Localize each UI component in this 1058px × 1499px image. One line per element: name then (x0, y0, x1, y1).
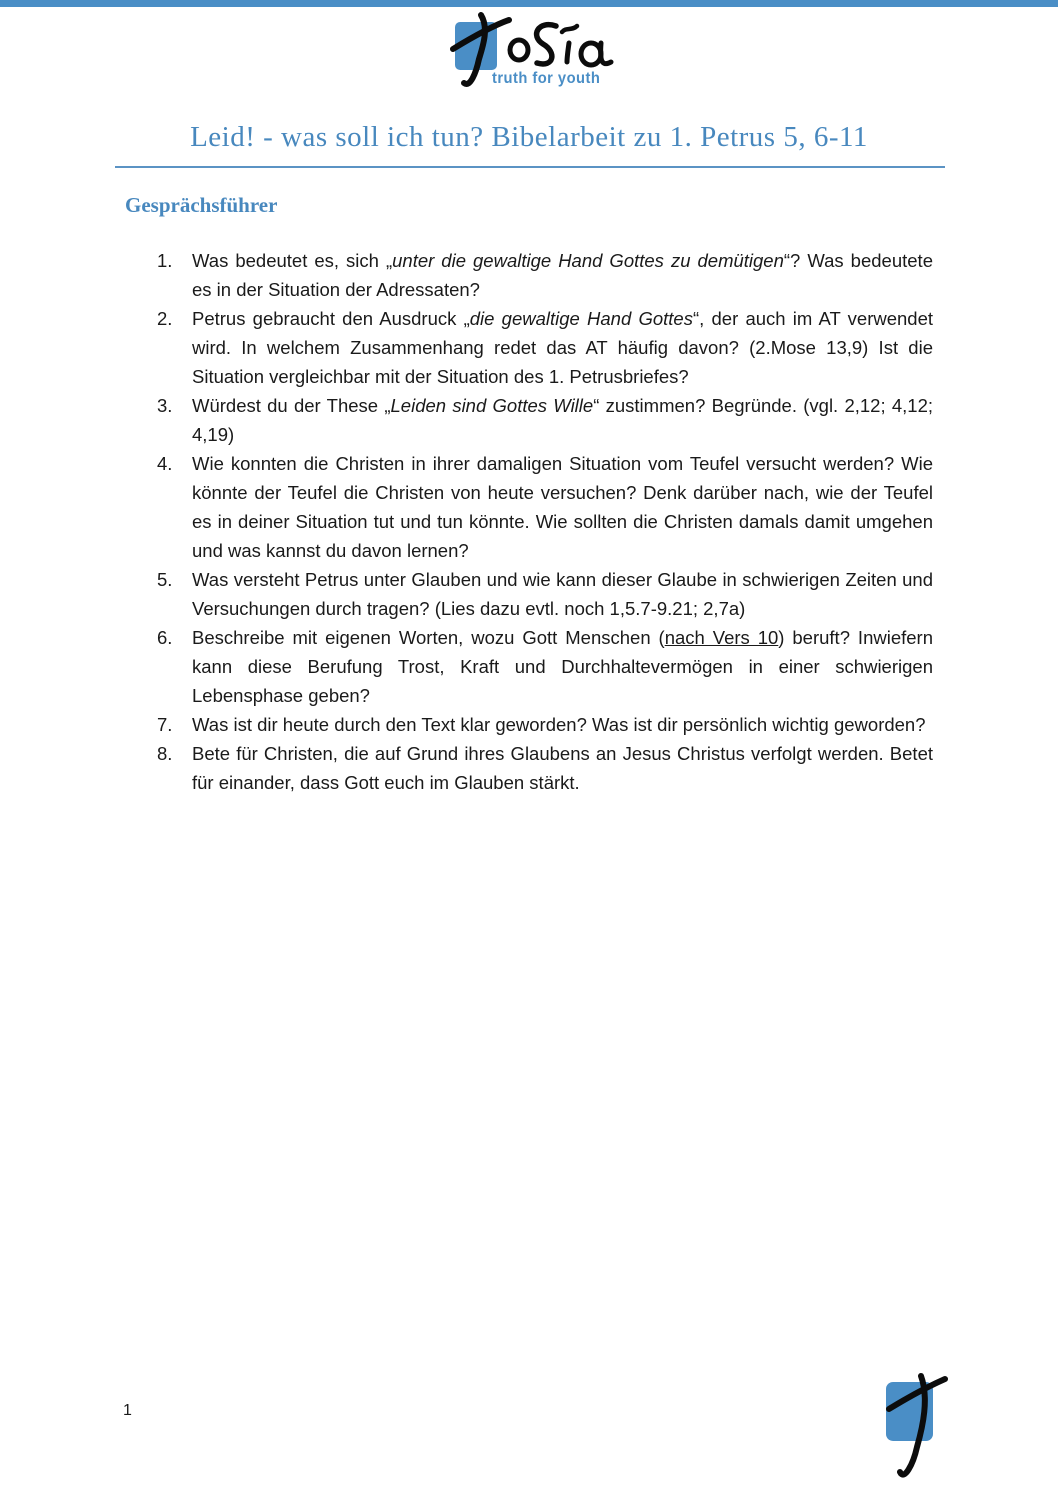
question-item (157, 739, 933, 797)
question-text-segment: unter die gewaltige Hand Gottes zu demütigen (392, 250, 784, 271)
question-number: 3. (157, 395, 173, 416)
question-item (157, 391, 933, 449)
question-item (157, 710, 933, 739)
question-text-segment: die gewaltige Hand Gottes (469, 308, 693, 329)
question-item (157, 449, 933, 565)
question-text-segment: ) beruft? Inwiefern kann diese Berufung Trost, Kraft und Durchhaltevermögen in einer schwierigen Lebensphase geben? (192, 627, 933, 706)
question-text-segment: Bete für Christen, die auf Grund ihres Glaubens an Jesus Christus verfolgt werden. Betet für einander, dass Gott euch im Glauben stärkt. (192, 743, 933, 793)
question-text-segment: Würdest du der These „ (192, 395, 391, 416)
question-text-segment: nach Vers 10 (664, 627, 779, 648)
question-item (157, 304, 933, 391)
question-number: 6. (157, 627, 173, 648)
logo-tagline: truth for youth (492, 70, 601, 87)
question-number: 5. (157, 569, 173, 590)
josia-logo-icon (448, 12, 623, 104)
question-text-segment: Was versteht Petrus unter Glauben und wie kann dieser Glaube in schwierigen Zeiten und Versuchungen durch tragen? (Lies dazu evtl. noch 1,5.7-9.21; 2,7a) (192, 569, 933, 619)
questions-list (157, 246, 933, 797)
josia-j-icon (880, 1368, 952, 1494)
question-text-segment: Petrus gebraucht den Ausdruck „ (192, 308, 470, 329)
title-underline (115, 166, 945, 168)
question-number: 2. (157, 308, 173, 329)
question-item (157, 623, 933, 710)
question-text-segment: Was bedeutet es, sich „ (192, 250, 393, 271)
question-number: 8. (157, 743, 173, 764)
question-text-segment: Was ist dir heute durch den Text klar geworden? Was ist dir persönlich wichtig geworden? (192, 714, 926, 735)
josia-logo (448, 12, 623, 104)
question-text-segment: Wie konnten die Christen in ihrer damaligen Situation vom Teufel versucht werden? Wie könnte der Teufel die Christen von heute versuchen? Denk darüber nach, wie der Teufel es in deiner Situation tut und tun könnte. Wie sollten die Christen damals damit umgehen und was kannst du davon lernen? (192, 453, 933, 561)
section-heading: Gesprächsführer (125, 193, 278, 217)
question-text-segment: “ zustimmen? Begründe. (vgl. 2,12; 4,12; 4,19) (192, 395, 934, 445)
page-title: Leid! - was soll ich tun? Bibelarbeit zu 1. Petrus 5, 6-11 (190, 121, 868, 153)
question-number: 4. (157, 453, 173, 474)
question-number: 1. (157, 250, 173, 271)
top-accent-bar (0, 0, 1058, 7)
question-text-segment: “? Was bedeutete es in der Situation der Adressaten? (192, 250, 933, 300)
question-number: 7. (157, 714, 173, 735)
question-text-segment: “, der auch im AT verwendet wird. In welchem Zusammenhang redet das AT häufig davon? (2.Mose 13,9) Ist die Situation vergleichbar mit der Situation des 1. Petrusbriefes? (192, 308, 934, 387)
question-text-segment: Leiden sind Gottes Wille (390, 395, 594, 416)
question-item (157, 246, 933, 304)
question-text-segment: Beschreibe mit eigenen Worten, wozu Gott Menschen ( (192, 627, 665, 648)
josia-corner-mark (880, 1368, 952, 1494)
question-item (157, 565, 933, 623)
page-number: 1 (123, 1402, 132, 1419)
